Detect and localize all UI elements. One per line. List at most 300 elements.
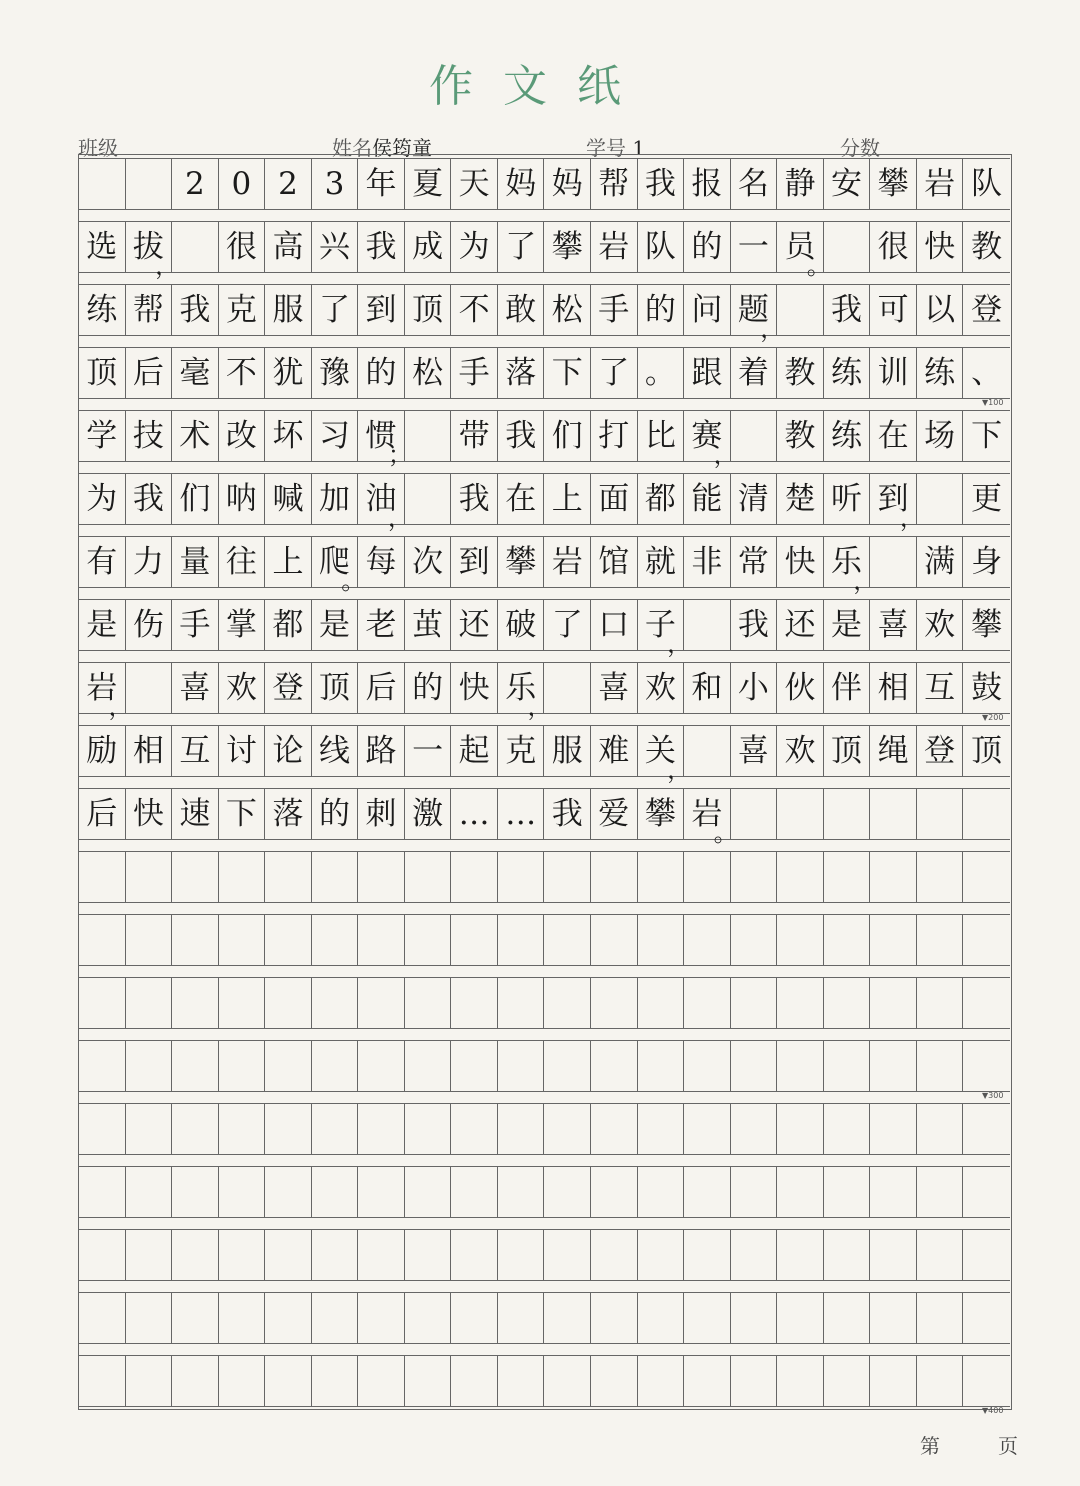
grid-cell [405,411,452,461]
grid-cell [777,915,824,965]
cell-character: 喜 [179,670,211,706]
cell-character: 松 [412,355,444,391]
grid-cell [591,1041,638,1091]
grid-cell [963,222,1010,272]
grid-cell [684,1167,731,1217]
cell-character: 在 [877,418,909,454]
grid-cell [824,348,871,398]
grid-cell [219,348,266,398]
grid-cell [405,1293,452,1343]
grid-cell [731,1293,778,1343]
cell-character: 练 [86,292,118,328]
punctuation-mark: ， [527,693,552,721]
punctuation-mark: ， [713,441,738,469]
cell-character: 我 [737,607,769,643]
grid-cell [684,1293,731,1343]
grid-cell [451,285,498,335]
grid-cell [498,1293,545,1343]
cell-character: 豫 [319,355,350,391]
grid-cell [544,1293,591,1343]
grid-cell [126,348,173,398]
cell-character: 成 [412,229,444,265]
grid-cell [963,663,1010,713]
grid-cell [544,1041,591,1091]
grid-cell [544,663,591,713]
cell-character: 练 [831,355,863,391]
cell-character: 到 [458,544,490,580]
grid-cell [312,159,359,209]
grid-cell [963,1356,1010,1406]
grid-cell [312,348,359,398]
grid-cell [638,411,685,461]
grid-cell [312,726,359,776]
cell-character: 术 [179,418,211,454]
cell-character: 我 [831,292,863,328]
grid-cell [731,789,778,839]
grid-cell [126,600,173,650]
cell-character: 不 [458,292,490,328]
grid-cell [358,537,405,587]
grid-cell [684,663,731,713]
grid-cell [172,285,219,335]
grid-cell [405,726,452,776]
grid-cell [219,474,266,524]
grid-cell [777,411,824,461]
grid-cell [79,978,126,1028]
cell-character: 上 [551,481,583,517]
cell-character: 茧 [412,607,444,643]
grid-cell [312,1167,359,1217]
grid-cell [405,1356,452,1406]
grid-cell [963,348,1010,398]
grid-cell [126,1167,173,1217]
grid-cell [684,1356,731,1406]
grid-cell [79,1230,126,1280]
grid-cell [544,1167,591,1217]
cell-character: 手 [598,292,630,328]
grid-cell [917,1104,964,1154]
grid-cell [126,1293,173,1343]
cell-character: 了 [551,607,583,643]
grid-cell [963,978,1010,1028]
cell-character: 相 [877,670,909,706]
grid-cell [731,1230,778,1280]
grid-cell [963,411,1010,461]
word-count-marker: ▼200 [982,713,1004,722]
essay-grid [78,154,1012,1410]
cell-character: 和 [691,670,723,706]
cell-character: 互 [179,733,211,769]
grid-cell [870,537,917,587]
cell-character: 下 [971,418,1003,454]
grid-cell [126,663,173,713]
cell-character: 听 [831,481,863,517]
grid-cell [544,222,591,272]
cell-character: 伤 [132,607,164,643]
grid-cell [638,1041,685,1091]
grid-cell [219,285,266,335]
grid-cell [777,474,824,524]
grid-cell [684,852,731,902]
grid-cell [265,1167,312,1217]
grid-cell [684,474,731,524]
cell-character: 一 [412,733,444,769]
grid-cell [591,789,638,839]
cell-character: 的 [644,292,676,328]
grid-cell [591,1356,638,1406]
grid-cell [79,915,126,965]
grid-cell [405,348,452,398]
grid-cell [638,159,685,209]
cell-character: 攀 [877,166,909,202]
cell-character: 我 [644,166,676,202]
name-label: 姓名 [332,136,372,160]
cell-character: 登 [971,292,1003,328]
cell-character: 顶 [86,355,118,391]
grid-cell [219,726,266,776]
cell-character: … [458,796,490,832]
grid-cell [498,852,545,902]
cell-character: 夏 [412,166,444,202]
grid-cell [591,1104,638,1154]
grid-cell [731,474,778,524]
grid-cell [544,348,591,398]
cell-character: 的 [365,355,397,391]
punctuation-mark: ， [155,252,180,280]
cell-character: 在 [505,481,537,517]
grid-cell [777,600,824,650]
grid-cell [219,1041,266,1091]
cell-character: 题 [737,292,769,328]
grid-cell [498,285,545,335]
grid-cell [963,285,1010,335]
grid-cell [265,222,312,272]
page-suffix: 页 [998,1434,1018,1458]
grid-cell [358,978,405,1028]
grid-cell [312,1230,359,1280]
cell-character: 帮 [598,166,630,202]
grid-cell [219,159,266,209]
grid-cell [824,1167,871,1217]
grid-cell [824,222,871,272]
cell-character: 坏 [272,418,304,454]
cell-character: 岩 [598,229,630,265]
grid-cell [963,537,1010,587]
grid-cell [684,348,731,398]
cell-character: 了 [319,292,350,328]
grid-cell [731,1104,778,1154]
grid-cell [451,474,498,524]
grid-cell [172,348,219,398]
grid-cell [591,411,638,461]
grid-cell [126,1041,173,1091]
grid-cell [544,159,591,209]
grid-row [79,977,1010,1029]
grid-cell [777,726,824,776]
cell-character: 改 [225,418,257,454]
grid-cell [312,600,359,650]
cell-character: 员 [784,229,816,265]
grid-cell [917,159,964,209]
cell-character: 手 [179,607,211,643]
grid-cell [731,411,778,461]
grid-cell [265,663,312,713]
cell-character: 登 [272,670,304,706]
grid-cell [591,1167,638,1217]
punctuation-mark: ， [387,504,412,532]
grid-cell [591,600,638,650]
grid-cell [917,1041,964,1091]
grid-cell [79,789,126,839]
grid-cell [963,915,1010,965]
grid-cell [963,1167,1010,1217]
grid-cell [451,537,498,587]
cell-character: 兴 [319,229,350,265]
cell-character: 练 [924,355,956,391]
cell-character: 静 [784,166,816,202]
grid-cell [591,285,638,335]
grid-cell [312,789,359,839]
cell-character: 呐 [225,481,257,517]
cell-character: 很 [225,229,257,265]
cell-character: 习 [319,418,350,454]
cell-character: 、 [971,355,1003,391]
punctuation-mark: ， [853,567,878,595]
grid-cell [265,1230,312,1280]
grid-cell [126,159,173,209]
grid-cell [358,1293,405,1343]
grid-cell [265,600,312,650]
cell-character: 是 [319,607,350,643]
cell-character: 落 [505,355,537,391]
grid-cell [451,726,498,776]
grid-cell [917,348,964,398]
grid-cell [219,411,266,461]
grid-cell [219,222,266,272]
grid-cell [405,915,452,965]
cell-character: 打 [598,418,630,454]
grid-row [79,473,1010,532]
cell-character: 松 [551,292,583,328]
grid-cell [731,222,778,272]
grid-cell [172,915,219,965]
grid-cell [731,663,778,713]
grid-cell [358,663,405,713]
cell-character: 是 [86,607,118,643]
grid-cell [731,852,778,902]
grid-cell [126,978,173,1028]
grid-cell [963,1104,1010,1154]
grid-cell [219,663,266,713]
grid-cell [591,726,638,776]
grid-cell [79,411,126,461]
grid-cell [172,663,219,713]
cell-character: 乐 [831,544,863,580]
grid-cell [731,348,778,398]
cell-character: 妈 [551,166,583,202]
cell-character: 敢 [505,292,537,328]
grid-cell [731,1356,778,1406]
grid-cell [219,1356,266,1406]
grid-cell [219,915,266,965]
punctuation-mark: ， [899,504,924,532]
grid-cell [265,285,312,335]
punctuation-mark: ， [667,756,692,784]
grid-cell [79,1356,126,1406]
grid-row [79,1103,1010,1155]
grid-cell [126,474,173,524]
grid-cell [405,663,452,713]
grid-cell [684,1041,731,1091]
grid-cell [917,537,964,587]
grid-cell [731,600,778,650]
grid-cell [405,159,452,209]
grid-cell [777,1356,824,1406]
cell-character: 为 [458,229,490,265]
grid-cell [870,222,917,272]
cell-character: 喜 [598,670,630,706]
grid-cell [126,537,173,587]
cell-character: 了 [505,229,537,265]
grid-cell [638,726,692,784]
grid-row [79,599,1010,658]
cell-character: 快 [132,796,164,832]
cell-character: 伴 [831,670,863,706]
grid-cell [870,1167,917,1217]
cell-character: 毫 [179,355,211,391]
cell-character: 队 [644,229,676,265]
grid-cell [312,1356,359,1406]
cell-character: 年 [365,166,397,202]
grid-cell [172,1104,219,1154]
cell-character: 拔 [132,229,164,265]
cell-character: 。 [644,355,676,391]
grid-cell [312,978,359,1028]
grid-row [79,725,1010,784]
grid-cell [265,1104,312,1154]
cell-character: 练 [831,418,863,454]
grid-cell [824,852,871,902]
grid-cell [265,1356,312,1406]
grid-cell [963,789,1010,839]
grid-cell [638,978,685,1028]
cell-character: 欢 [784,733,816,769]
grid-cell [638,600,692,658]
grid-cell [498,1104,545,1154]
cell-character: 馆 [598,544,630,580]
cell-character: 问 [691,292,723,328]
grid-cell [591,537,638,587]
cell-character: 顶 [412,292,444,328]
grid-cell [312,537,366,595]
grid-cell [777,222,831,280]
grid-cell [498,474,545,524]
grid-cell [824,1230,871,1280]
grid-cell [498,663,552,721]
grid-cell [684,726,731,776]
cell-character: 的 [319,796,350,832]
grid-cell [684,411,738,469]
grid-cell [312,222,359,272]
grid-cell [591,222,638,272]
grid-cell [684,789,738,847]
cell-character: 线 [319,733,350,769]
grid-cell [591,1230,638,1280]
grid-cell [79,1041,126,1091]
cell-character: 天 [458,166,490,202]
cell-character: 常 [737,544,769,580]
grid-cell [498,789,545,839]
cell-character: 到 [877,481,909,517]
cell-character: 后 [365,670,397,706]
cell-character: 伙 [784,670,816,706]
cell-character: 后 [132,355,164,391]
grid-cell [312,915,359,965]
cell-character: 岩 [924,166,956,202]
cell-character: 掌 [225,607,257,643]
grid-cell [172,411,219,461]
grid-cell [126,285,173,335]
grid-cell [265,1041,312,1091]
grid-cell [917,663,964,713]
grid-cell [777,1167,824,1217]
cell-character: 安 [831,166,863,202]
grid-cell [684,915,731,965]
grid-cell [126,411,173,461]
cell-character: 克 [505,733,537,769]
cell-character: 队 [971,166,1003,202]
grid-cell [312,1104,359,1154]
grid-cell [870,1104,917,1154]
cell-character: 欢 [924,607,956,643]
grid-cell [358,726,405,776]
grid-cell [265,1293,312,1343]
grid-cell [638,852,685,902]
punctuation-mark: 。 [341,567,366,595]
grid-cell [172,1230,219,1280]
grid-cell [219,789,266,839]
cell-character: 训 [877,355,909,391]
cell-character: 赛 [691,418,723,454]
grid-cell [498,726,545,776]
cell-character: 落 [272,796,304,832]
grid-cell [917,1356,964,1406]
cell-character: 们 [179,481,211,517]
grid-cell [451,789,498,839]
grid-cell [358,1167,405,1217]
grid-cell [358,1356,405,1406]
grid-cell [777,348,824,398]
grid-cell [172,474,219,524]
grid-cell [312,1041,359,1091]
cell-character: 楚 [784,481,816,517]
grid-cell [777,159,824,209]
grid-cell [638,915,685,965]
grid-cell [126,789,173,839]
grid-cell [638,474,685,524]
cell-character: 犹 [272,355,304,391]
grid-row [79,410,1010,469]
cell-character: 子 [644,607,676,643]
grid-cell [498,600,545,650]
class-label: 班级 [78,136,118,160]
grid-cell [917,285,964,335]
grid-cell [172,1293,219,1343]
grid-cell [777,1041,824,1091]
grid-cell [870,1230,917,1280]
grid-cell [544,789,591,839]
grid-cell [638,537,685,587]
